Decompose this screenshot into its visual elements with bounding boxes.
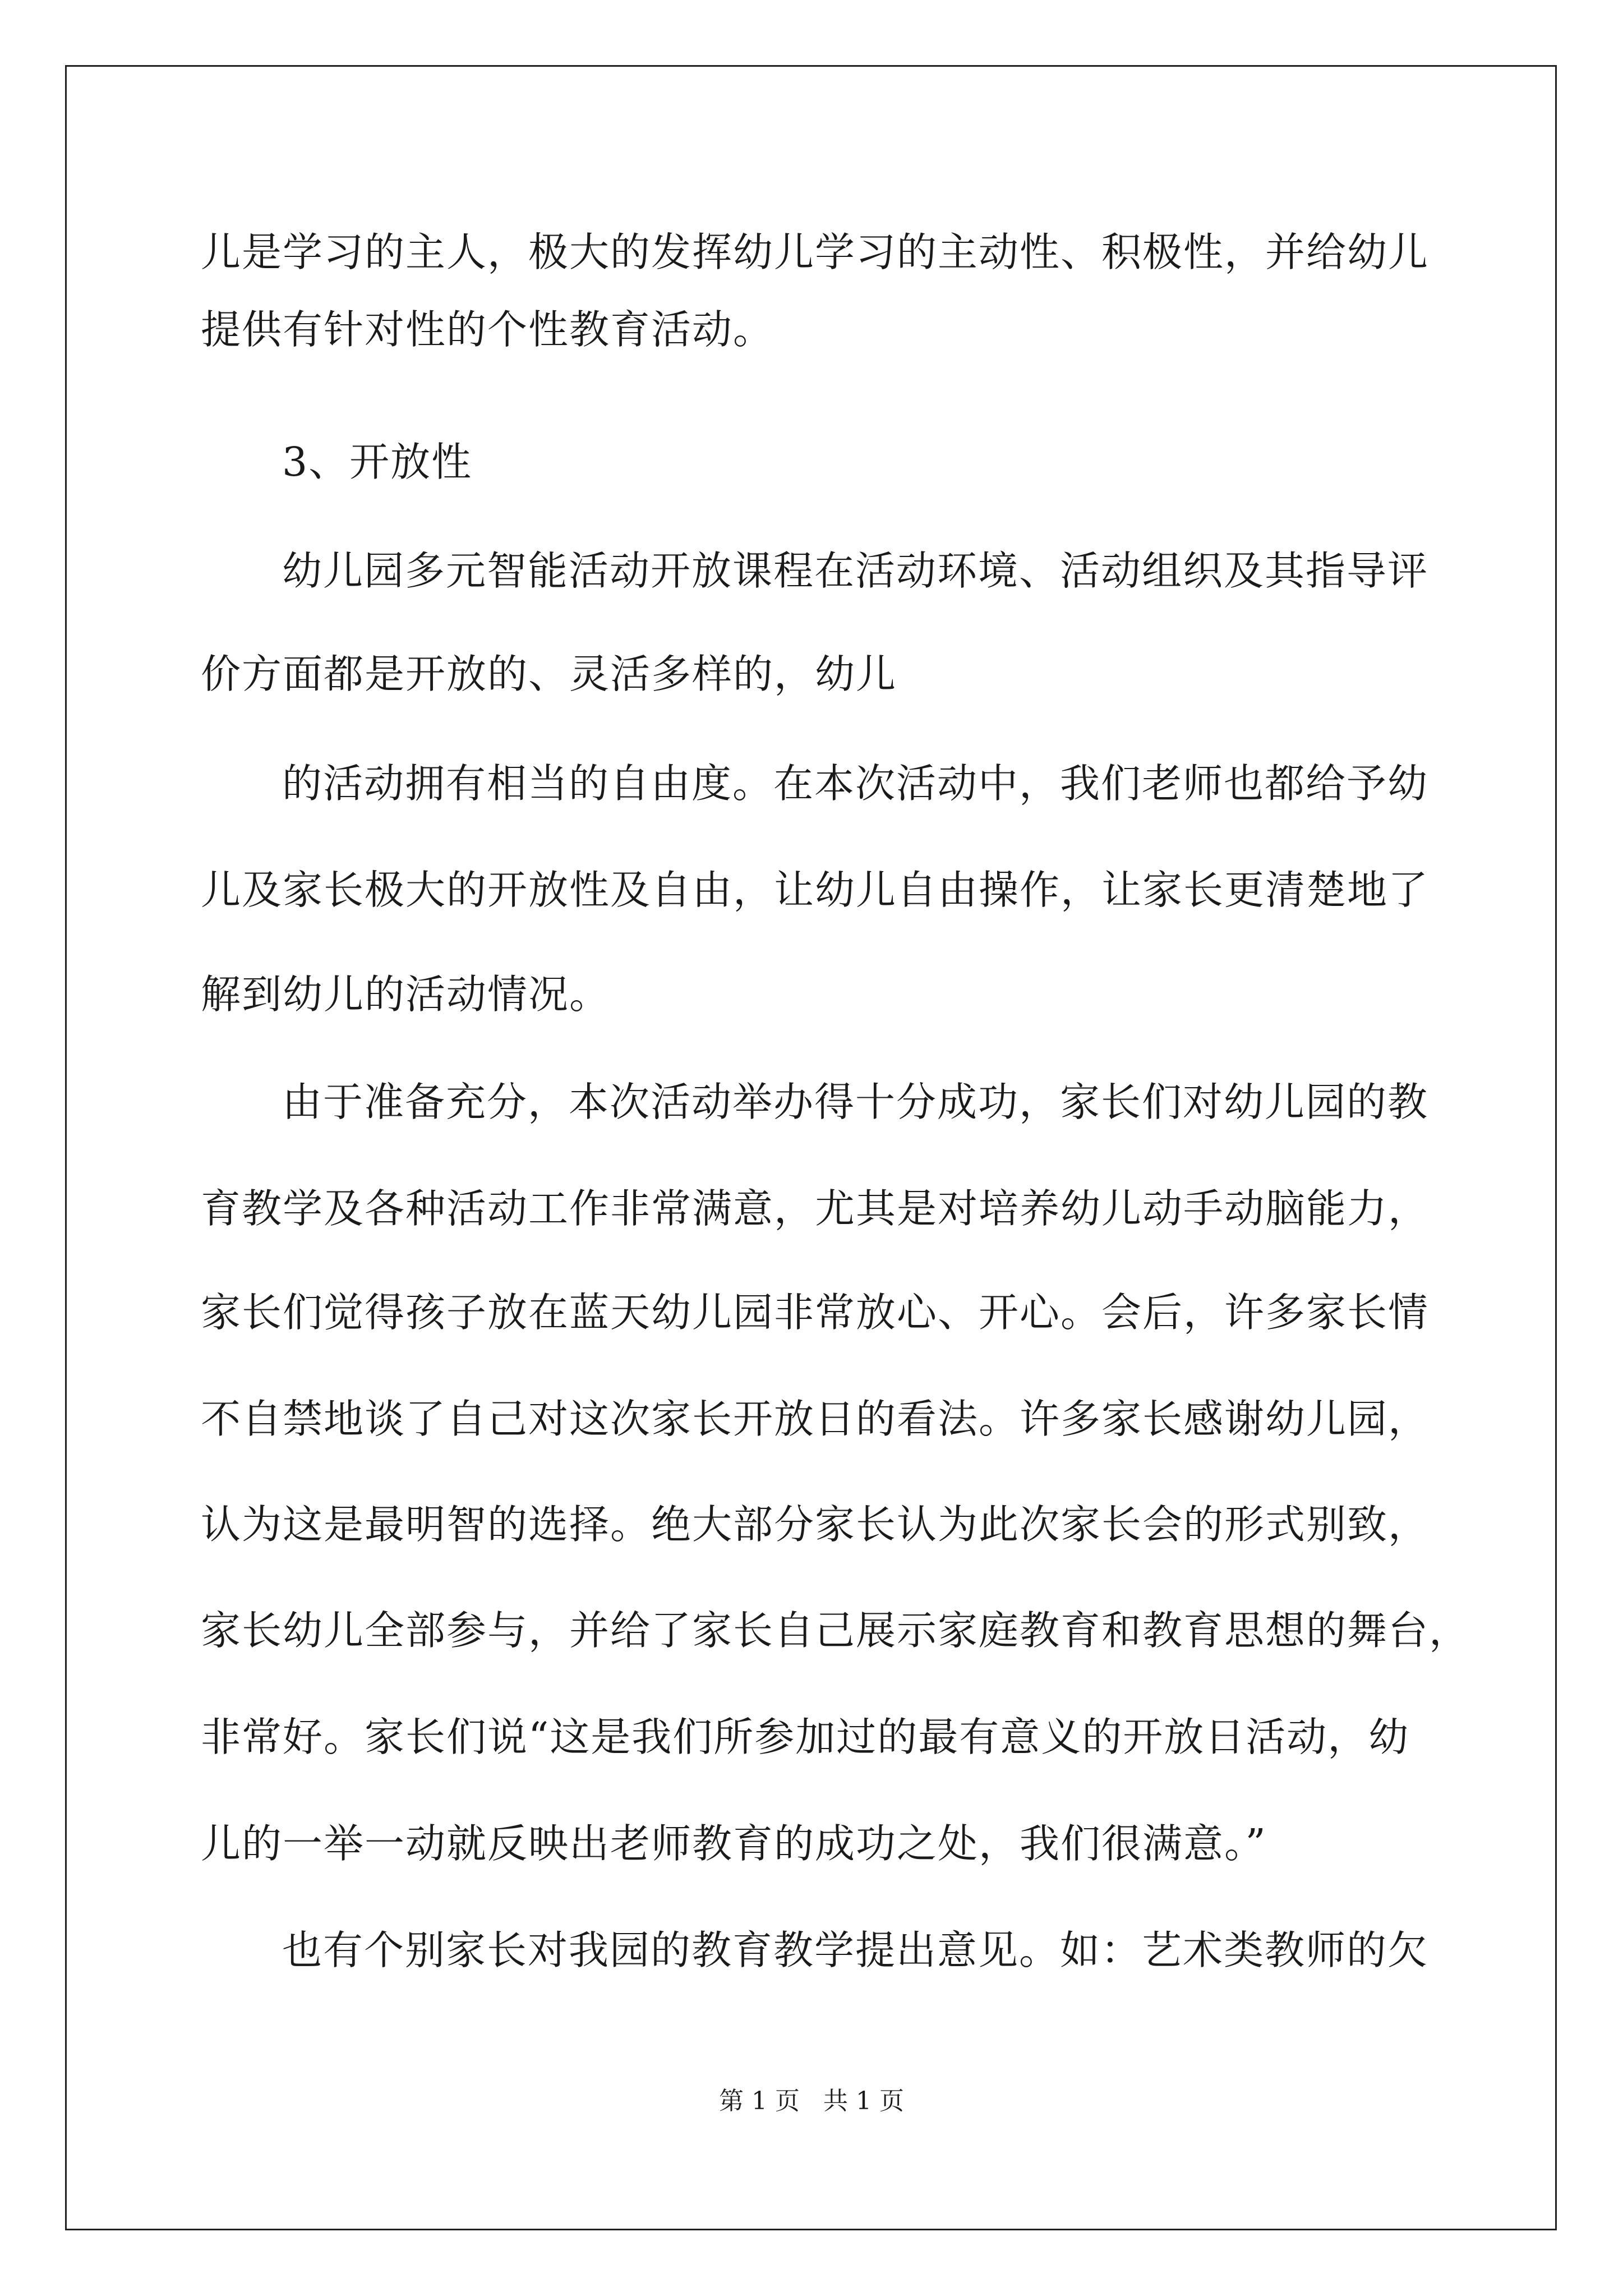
text-line-4: 幼儿园多元智能活动开放课程在活动环境、活动组织及其指导评: [282, 547, 1429, 594]
text-line-2: 提供有针对性的个性教育活动。: [201, 306, 774, 353]
text-line-7: 儿及家长极大的开放性及自由，让幼儿自由操作，让家长更清楚地了: [201, 867, 1430, 913]
text-line-15: 非常好。家长们说“这是我们所参加过的最有意义的开放日活动，幼: [201, 1714, 1410, 1760]
text-line-11: 家长们觉得孩子放在蓝天幼儿园非常放心、开心。会后，许多家长情: [201, 1289, 1430, 1336]
text-line-6: 的活动拥有相当的自由度。在本次活动中，我们老师也都给予幼: [282, 760, 1429, 807]
text-line-10: 育教学及各种活动工作非常满意，尤其是对培养幼儿动手动脑能力，: [201, 1185, 1430, 1232]
page-border: [65, 65, 1557, 2230]
text-line-9: 由于准备充分，本次活动举办得十分成功，家长们对幼儿园的教: [282, 1079, 1429, 1125]
page-number-footer: 第 1 页 共 1 页: [719, 2087, 904, 2115]
text-line-14: 家长幼儿全部参与，并给了家长自己展示家庭教育和教育思想的舞台，: [201, 1607, 1470, 1654]
text-line-1: 儿是学习的主人，极大的发挥幼儿学习的主动性、积极性，并给幼儿: [201, 229, 1430, 275]
text-line-13: 认为这是最明智的选择。绝大部分家长认为此次家长会的形式别致，: [201, 1501, 1430, 1548]
section-heading-openness: 3、开放性: [282, 439, 473, 485]
text-line-8: 解到幼儿的活动情况。: [201, 971, 611, 1018]
text-line-17: 也有个别家长对我园的教育教学提出意见。如：艺术类教师的欠: [282, 1927, 1429, 1973]
text-line-5: 价方面都是开放的、灵活多样的，幼儿: [201, 651, 897, 697]
text-line-16: 儿的一举一动就反映出老师教育的成功之处，我们很满意。”: [201, 1820, 1267, 1867]
text-line-12: 不自禁地谈了自己对这次家长开放日的看法。许多家长感谢幼儿园，: [201, 1396, 1430, 1442]
